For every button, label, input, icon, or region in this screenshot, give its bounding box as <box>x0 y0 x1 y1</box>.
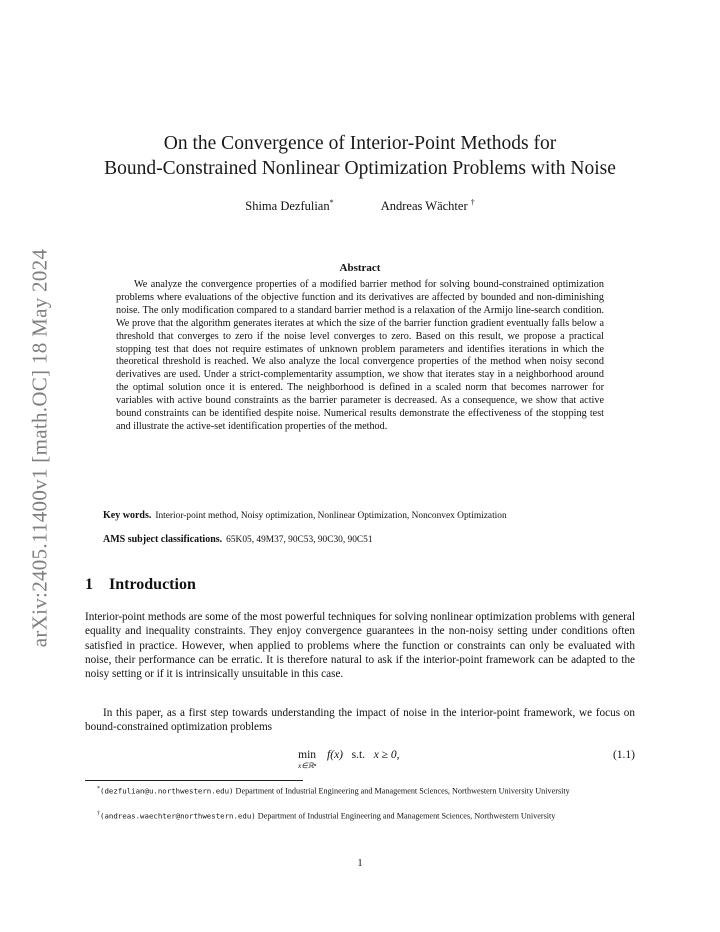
footnote-1-text: Department of Industrial Engineering and Management Sciences, Northwestern University University <box>233 786 570 796</box>
title-line-1: On the Convergence of Interior-Point Methods for <box>163 133 557 154</box>
footnote-1-mark: * <box>97 786 100 792</box>
equation-main <box>327 749 399 761</box>
keywords-label: Key words. <box>103 510 152 521</box>
equation-objective: f(x) <box>327 749 344 761</box>
author-2 <box>381 199 475 213</box>
footnote-2-text: Department of Industrial Engineering and Management Sciences, Northwestern University <box>255 811 556 821</box>
paper-title <box>0 131 720 181</box>
author-2-footnote-mark: † <box>470 198 475 207</box>
equation-1-1 <box>85 748 635 776</box>
title-line-2: Bound-Constrained Nonlinear Optimization Problems with Noise <box>104 158 616 179</box>
ams-classifications <box>103 534 623 545</box>
abstract-text: We analyze the convergence properties of a modified barrier method for solving bound-constrained optimization problems where evaluations of the objective function and its derivatives are affected by bounded and non-diminishing noise. The only modification compared to a standard barrier method is a relaxation of the Armijo line-search condition. We prove that the algorithm generates iterates at which the size of the barrier function gradient eventually falls below a threshold that converges to zero if the noise level converges to zero. Based on this result, we propose a practical stopping test that does not require estimates of unknown problem parameters and identifies iterations in which the theoretical threshold is reached. We also analyze the local convergence properties of the method when noisy second derivatives are used. Under a strict-complementarity assumption, we show that iterates stay in a neighborhood around the optimal solution once it is entered. The neighborhood is defined in a scaled norm that becomes narrower for variables with active bound constraints as the barrier parameter is decreased. As a consequence, we show that active bound constraints can be identified despite noise. Numerical results demonstrate the effectiveness of the stopping test and illustrate the active-set identification properties of the method. <box>116 279 604 432</box>
keywords <box>103 510 623 521</box>
author-1-footnote-mark: * <box>329 198 334 207</box>
equation-body <box>298 749 399 770</box>
keywords-text: Interior-point method, Noisy optimization, Nonlinear Optimization, Nonconvex Optimization <box>155 511 507 521</box>
author-1 <box>245 199 333 213</box>
author-list <box>0 198 720 214</box>
footnote-2-mark: † <box>97 811 100 817</box>
author-2-name: Andreas Wächter <box>380 199 468 214</box>
equation-subject-to: s.t. <box>351 749 366 761</box>
page-number: 1 <box>357 858 363 869</box>
section-heading <box>85 576 196 594</box>
equation-number: (1.1) <box>612 749 635 761</box>
equation-constraint: x ≥ 0, <box>373 749 400 761</box>
min-operator-text: min <box>298 749 317 761</box>
footnote-1 <box>85 784 635 797</box>
min-operator <box>298 749 316 770</box>
ams-text: 65K05, 49M37, 90C53, 90C30, 90C51 <box>226 535 373 545</box>
arxiv-identifier-stamp: arXiv:2405.11400v1 [math.OC] 18 May 2024 <box>27 248 52 648</box>
author-1-name: Shima Dezfulian <box>245 199 330 214</box>
section-title: Introduction <box>109 576 196 593</box>
ams-label: AMS subject classifications. <box>103 534 223 545</box>
footnote-2 <box>85 809 635 822</box>
footnote-1-email: (dezfulian@u.northwestern.edu) <box>100 786 234 796</box>
footnote-divider <box>85 780 303 781</box>
abstract-heading: Abstract <box>339 262 381 274</box>
intro-paragraph-2: In this paper, as a first step towards understanding the impact of noise in the interior-point framework, we focus on bound-constrained optimization problems <box>85 707 635 734</box>
min-subscript: x∈ℝⁿ <box>298 761 317 770</box>
footnote-2-email: (andreas.waechter@northwestern.edu) <box>100 811 256 821</box>
section-number: 1 <box>85 576 93 593</box>
intro-paragraph-1: Interior-point methods are some of the most powerful techniques for solving nonlinear optimization problems with general equality and inequality constraints. They enjoy convergence guarantees in the non-noisy setting under conditions often satisfied in practice. However, when applied to problems where the function or constraints can only be evaluated with noise, their performance can be erratic. It is therefore natural to ask if the interior-point framework can be adapted to the noisy setting or if it is intrinsically unsuitable in this case. <box>85 611 635 681</box>
